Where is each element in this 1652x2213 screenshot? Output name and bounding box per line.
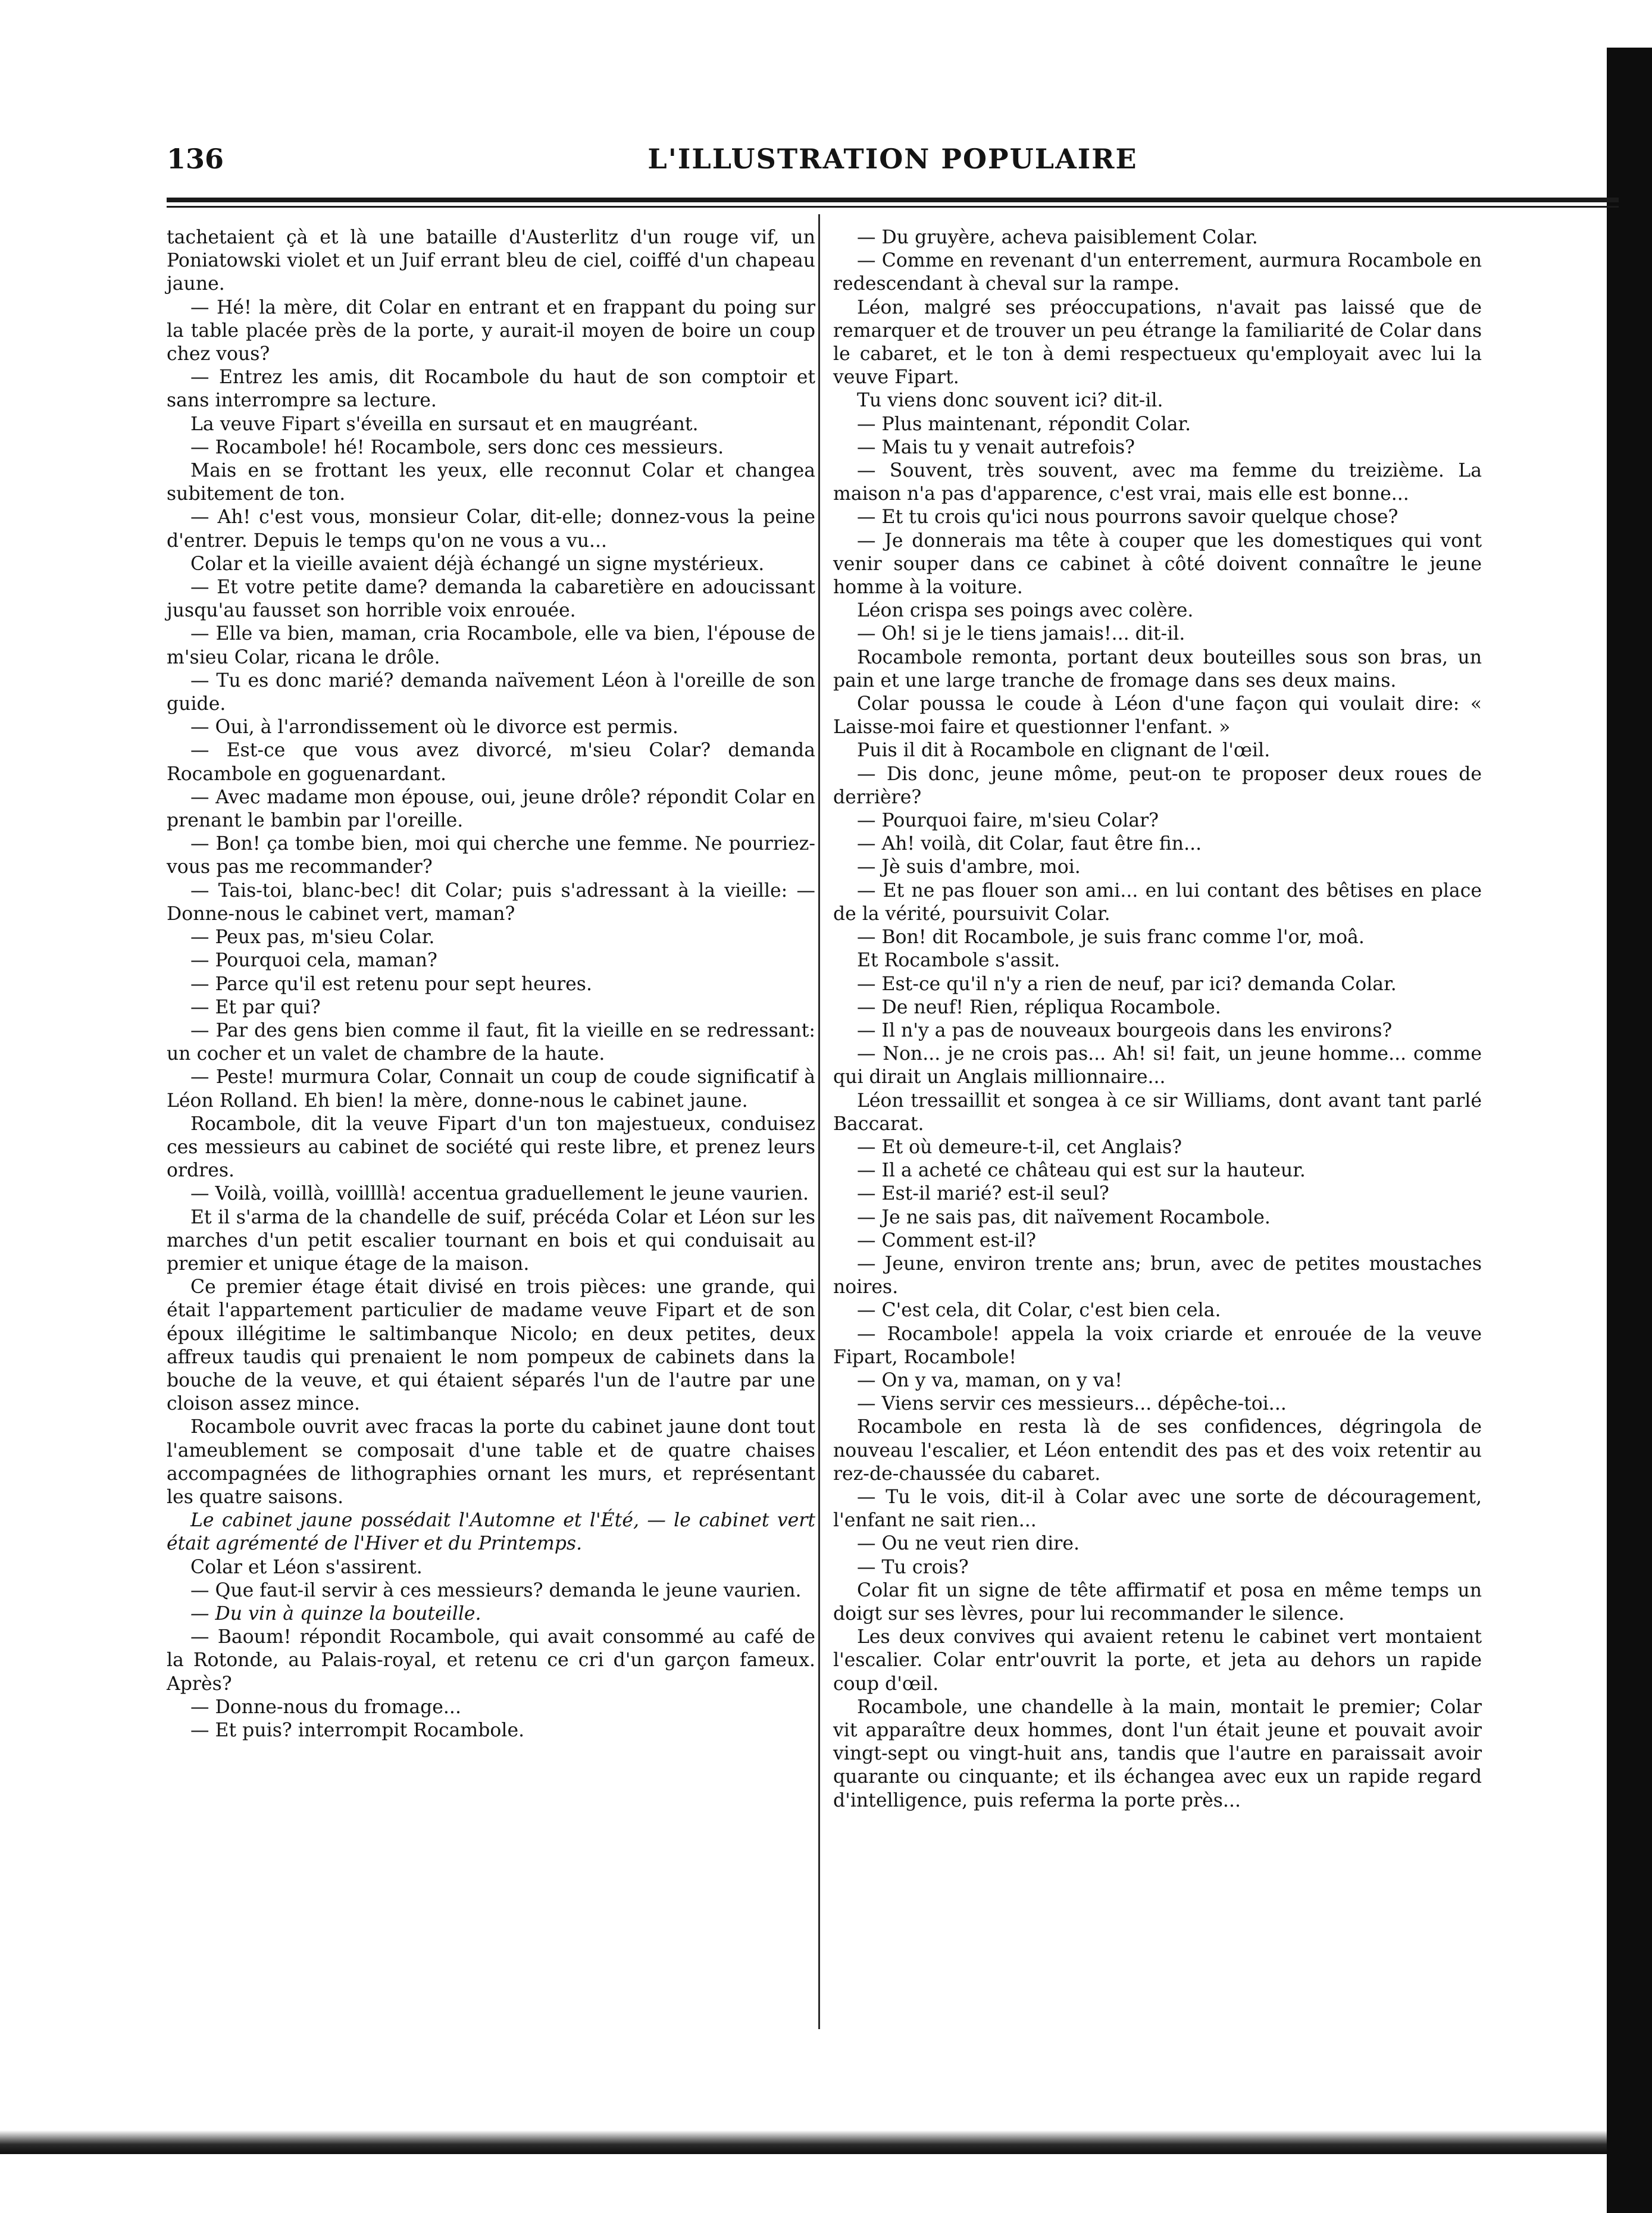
scan-edge-right	[1607, 48, 1652, 2213]
paragraph: — Ah! voilà, dit Colar, faut être fin...	[857, 833, 1202, 855]
page-header	[167, 143, 1619, 196]
paragraph: Mais en se frottant les yeux, elle reconnut Colar et changea subitement de ton.	[167, 460, 815, 505]
paragraph: — Par des gens bien comme il faut, fit la vieille en se redressant: un cocher et un valet de chambre de la haute.	[167, 1019, 815, 1065]
paragraph: Léon crispa ses poings avec colère.	[857, 600, 1194, 622]
paragraph: — Avec madame mon épouse, oui, jeune drôle? répondit Colar en prenant le bambin par l'oreille.	[167, 786, 815, 832]
paragraph: Colar et Léon s'assirent.	[190, 1556, 423, 1578]
paragraph: — Baoum! répondit Rocambole, qui avait consommé au café de la Rotonde, au Palais-royal, et retenu ce cri d'un garçon fameux. Après?	[167, 1626, 815, 1695]
paragraph: Tu viens donc souvent ici? dit-il.	[857, 390, 1163, 412]
paragraph: — Jè suis d'ambre, moi.	[857, 856, 1081, 878]
header-rule-thick	[167, 198, 1619, 202]
paragraph: — Tu es donc marié? demanda naïvement Léon à l'oreille de son guide.	[167, 669, 815, 715]
paragraph: — Il a acheté ce château qui est sur la hauteur.	[857, 1160, 1306, 1182]
paragraph: — Mais tu y venait autrefois?	[857, 436, 1135, 458]
paragraph: La veuve Fipart s'éveilla en sursaut et en maugréant.	[190, 413, 699, 435]
paragraph: — Dis donc, jeune môme, peut-on te proposer deux roues de derrière?	[833, 763, 1482, 808]
paragraph: — Je ne sais pas, dit naïvement Rocambole.	[857, 1206, 1271, 1228]
paragraph: Rocambole remonta, portant deux bouteilles sous son bras, un pain et une large tranche de fromage dans ses deux mains.	[833, 646, 1482, 691]
paragraph: Les deux convives qui avaient retenu le cabinet vert montaient l'escalier. Colar entr'ouvrit la porte, et jeta au dehors un rapide coup d'œil.	[833, 1626, 1482, 1695]
paragraph: — Ah! c'est vous, monsieur Colar, dit-elle; donnez-vous la peine d'entrer. Depuis le temps qu'on ne vous a vu...	[167, 506, 815, 552]
paragraph: — Comment est-il?	[857, 1229, 1037, 1251]
paragraph: — On y va, maman, on y va!	[857, 1369, 1122, 1391]
scan-edge-bottom	[0, 2130, 1607, 2154]
right-column	[833, 226, 1482, 1813]
paragraph: — Et votre petite dame? demanda la cabaretière en adoucissant jusqu'au fausset son horrible voix enrouée.	[167, 577, 815, 622]
paragraph: — Est-ce qu'il n'y a rien de neuf, par ici? demanda Colar.	[857, 973, 1397, 995]
paragraph: — Entrez les amis, dit Rocambole du haut de son comptoir et sans interrompre sa lecture.	[167, 367, 815, 412]
paragraph: — Et par qui?	[190, 996, 321, 1018]
paragraph: — De neuf! Rien, répliqua Rocambole.	[857, 996, 1221, 1018]
paragraph: Rocambole, dit la veuve Fipart d'un ton majestueux, conduisez ces messieurs au cabinet de société qui reste libre, et prenez leurs ordres.	[167, 1113, 815, 1182]
paragraph: Rocambole ouvrit avec fracas la porte du cabinet jaune dont tout l'ameublement se composait d'une table et de quatre chaises accompagnées de lithographies ornant les murs, et représentant les quatre saisons.	[167, 1416, 815, 1508]
paragraph: — Comme en revenant d'un enterrement, aurmura Rocambole en redescendant à cheval sur la rampe.	[833, 250, 1482, 295]
paragraph: Et Rocambole s'assit.	[857, 950, 1060, 972]
paragraph: — Pourquoi cela, maman?	[190, 950, 437, 972]
paragraph: Colar fit un signe de tête affirmatif et posa en même temps un doigt sur ses lèvres, pour lui recommander le silence.	[833, 1579, 1482, 1624]
paragraph: — Rocambole! appela la voix criarde et enrouée de la veuve Fipart, Rocambole!	[833, 1323, 1482, 1368]
paragraph: — Bon! ça tombe bien, moi qui cherche une femme. Ne pourriez-vous pas me recommander?	[167, 833, 815, 878]
paragraph: — Peux pas, m'sieu Colar.	[190, 926, 435, 949]
paragraph: Léon tressaillit et songea à ce sir Williams, dont avant tant parlé Baccarat.	[833, 1090, 1482, 1135]
paragraph: — Est-ce que vous avez divorcé, m'sieu Colar? demanda Rocambole en goguenardant.	[167, 740, 815, 785]
paragraph: — Du vin à quinze la bouteille.	[190, 1602, 481, 1624]
paragraph: — Ou ne veut rien dire.	[857, 1533, 1080, 1555]
left-column	[167, 226, 815, 1742]
paragraph: Le cabinet jaune possédait l'Automne et l'Été, — le cabinet vert était agrémenté de l'Hiver et du Printemps.	[167, 1510, 815, 1555]
paragraph: — Il n'y a pas de nouveaux bourgeois dans les environs?	[857, 1019, 1393, 1041]
column-divider	[818, 214, 820, 2029]
paragraph: — Rocambole! hé! Rocambole, sers donc ces messieurs.	[190, 436, 724, 458]
paragraph: — Parce qu'il est retenu pour sept heures.	[190, 973, 592, 995]
paragraph: Ce premier étage était divisé en trois pièces: une grande, qui était l'appartement particulier de madame veuve Fipart et de son époux illégitime le saltimbanque Nicolo; en deux petites, deux affreux taudis qui prenaient le nom pompeux de cabinets dans la bouche de la veuve, et qui étaient séparés l'un de l'autre par une cloison assez mince.	[167, 1276, 815, 1415]
paragraph: — Est-il marié? est-il seul?	[857, 1183, 1109, 1205]
paragraph: Puis il dit à Rocambole en clignant de l'œil.	[857, 740, 1271, 762]
paragraph: — Oh! si je le tiens jamais!... dit-il.	[857, 623, 1185, 645]
paragraph: — Viens servir ces messieurs... dépêche-toi...	[857, 1393, 1287, 1415]
paragraph: — Du gruyère, acheva paisiblement Colar.	[857, 227, 1258, 248]
paragraph: — Hé! la mère, dit Colar en entrant et en frappant du poing sur la table placée près de la porte, y aurait-il moyen de boire un coup chez vous?	[167, 296, 815, 365]
paragraph: — Jeune, environ trente ans; brun, avec de petites moustaches noires.	[833, 1253, 1482, 1298]
paragraph: Léon, malgré ses préoccupations, n'avait pas laissé que de remarquer et de trouver un peu étrange la familiarité de Colar dans le cabaret, et le ton à demi respectueux qu'employait avec lui la veuve Fipart.	[833, 296, 1482, 389]
paragraph: Rocambole en resta là de ses confidences, dégringola de nouveau l'escalier, et Léon entendit des pas et des voix retentir au rez-de-chaussée du cabaret.	[833, 1416, 1482, 1485]
paragraph: — Voilà, voillà, voillllà! accentua graduellement le jeune vaurien.	[190, 1183, 809, 1205]
paragraph: — Bon! dit Rocambole, je suis franc comme l'or, moâ.	[857, 926, 1365, 949]
page-title: L'ILLUSTRATION POPULAIRE	[647, 143, 1138, 175]
paragraph: — Pourquoi faire, m'sieu Colar?	[857, 810, 1159, 832]
paragraph: Et il s'arma de la chandelle de suif, précéda Colar et Léon sur les marches d'un petit escalier tournant en bois et qui conduisait au premier et unique étage de la maison.	[167, 1206, 815, 1275]
paragraph: — Oui, à l'arrondissement où le divorce est permis.	[190, 716, 678, 738]
paragraph: — C'est cela, dit Colar, c'est bien cela.	[857, 1300, 1221, 1322]
paragraph: — Souvent, très souvent, avec ma femme du treizième. La maison n'a pas d'apparence, c'est vrai, mais elle est bonne...	[833, 460, 1482, 505]
paragraph: Rocambole, une chandelle à la main, montait le premier; Colar vit apparaître deux hommes, dont l'un était jeune et pouvait avoir vingt-sept ou vingt-huit ans, tandis que l'autre en paraissait avoir quarante ou cinquante; et ils échangea avec eux un rapide regard d'intelligence, puis referma la porte près...	[833, 1696, 1482, 1811]
paragraph: — Et ne pas flouer son ami... en lui contant des bêtises en place de la vérité, poursuivit Colar.	[833, 879, 1482, 925]
header-rule-thin	[167, 206, 1619, 208]
paragraph: — Peste! murmura Colar, Connait un coup de coude significatif à Léon Rolland. Eh bien! la mère, donne-nous le cabinet jaune.	[167, 1066, 815, 1112]
paragraph: — Elle va bien, maman, cria Rocambole, elle va bien, l'épouse de m'sieu Colar, ricana le drôle.	[167, 623, 815, 668]
paragraph: tachetaient çà et là une bataille d'Austerlitz d'un rouge vif, un Poniatowski violet et un Juif errant bleu de ciel, coiffé d'un chapeau jaune.	[167, 227, 815, 295]
paragraph: — Et où demeure-t-il, cet Anglais?	[857, 1136, 1182, 1158]
paragraph: — Donne-nous du fromage...	[190, 1696, 461, 1718]
paragraph: — Et puis? interrompit Rocambole.	[190, 1720, 525, 1741]
paragraph: Colar poussa le coude à Léon d'une façon qui voulait dire: « Laisse-moi faire et questionner l'enfant. »	[833, 693, 1482, 738]
paragraph: — Tais-toi, blanc-bec! dit Colar; puis s'adressant à la vieille: — Donne-nous le cabinet vert, maman?	[167, 879, 815, 925]
paragraph: Colar et la vieille avaient déjà échangé un signe mystérieux.	[190, 553, 765, 575]
paragraph: — Plus maintenant, répondit Colar.	[857, 413, 1191, 435]
paragraph: — Je donnerais ma tête à couper que les domestiques qui vont venir souper dans ce cabinet à côté doivent connaître le jeune homme à la voiture.	[833, 530, 1482, 599]
paragraph: — Que faut-il servir à ces messieurs? demanda le jeune vaurien.	[190, 1579, 802, 1601]
paragraph: — Et tu crois qu'ici nous pourrons savoir quelque chose?	[857, 506, 1398, 528]
page-number: 136	[167, 143, 224, 175]
paragraph: — Non... je ne crois pas... Ah! si! fait, un jeune homme... comme qui dirait un Anglais millionnaire...	[833, 1043, 1482, 1088]
paragraph: — Tu crois?	[857, 1556, 969, 1578]
paragraph: — Tu le vois, dit-il à Colar avec une sorte de découragement, l'enfant ne sait rien...	[833, 1486, 1482, 1532]
